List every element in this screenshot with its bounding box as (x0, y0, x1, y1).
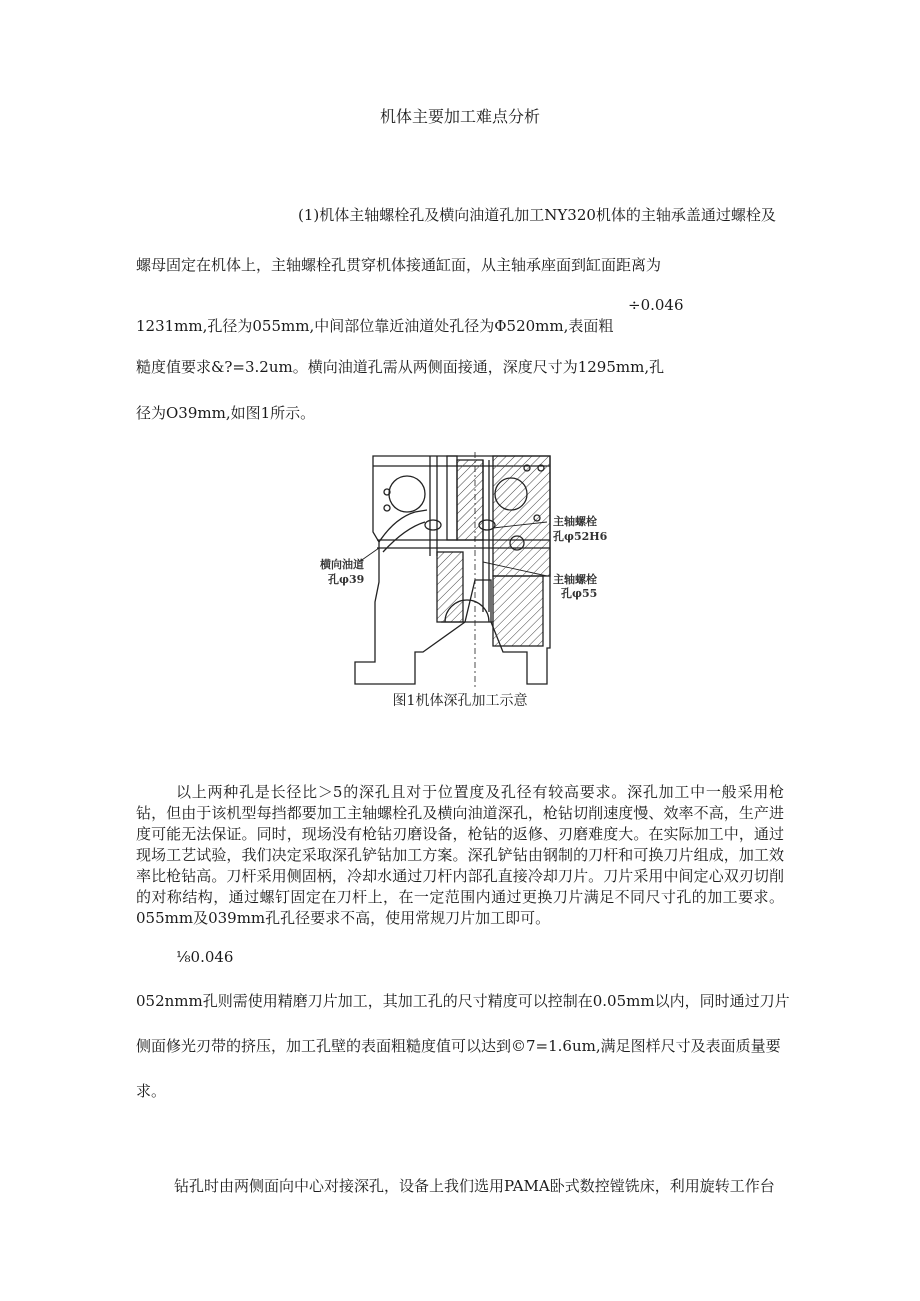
label-bolt-hole-52-a: 主轴螺栓 (553, 515, 597, 528)
section2-line2: 侧面修光刃带的挤压，加工孔壁的表面粗糙度值可以达到©7=1.6um,满足图样尺寸及表面质量要 (136, 1037, 781, 1055)
section1-line4: 糙度值要求&?=3.2um。横向油道孔需从两侧面接通，深度尺寸为1295mm,孔 (136, 358, 665, 376)
section1-line1: (1)机体主轴螺栓孔及横向油道孔加工NY320机体的主轴承盖通过螺栓及 (298, 206, 776, 224)
figure-caption: 图1机体深孔加工示意 (392, 693, 528, 709)
section1-line2: 螺母固定在机体上，主轴螺栓孔贯穿机体接通缸面，从主轴承座面到缸面距离为 (136, 256, 662, 274)
section1-tolerance: ÷0.046 (628, 296, 684, 314)
label-oil-passage-b: 孔φ39 (328, 573, 365, 586)
section1-line3: 1231mm,孔径为055mm,中间部位靠近油道处孔径为Φ520mm,表面粗 (136, 317, 614, 335)
label-bolt-hole-52-b: 孔φ52H6 (553, 530, 608, 543)
section2-paragraph: 以上两种孔是长径比＞5的深孔且对于位置度及孔径有较高要求。深孔加工中一般采用枪钻，但由于该机型每挡都要加工主轴螺栓孔及横向油道深孔，枪钻切削速度慢、效率不高，生产进度可能无法保证。同时，现场没有枪钻刃磨设备，枪钻的返修、刃磨难度大。在实际加工中，通过现场工艺试验，我们决定采取深孔铲钻加工方案。深孔铲钻由钢制的刀杆和可换刀片组成，加工效率比枪钻高。刀杆采用侧固柄，冷却水通过刀杆内部孔直接冷却刀片。刀片采用中间定心双刃切削的对称结构，通过螺钉固定在刀杆上，在一定范围内通过更换刀片满足不同尺寸孔的加工要求。055mm及039mm孔孔径要求不高，使用常规刀片加工即可。 (136, 783, 784, 927)
section3-line1: 钻孔时由两侧面向中心对接深孔，设备上我们选用PAMA卧式数控镗铣床，利用旋转工作台 (174, 1177, 775, 1195)
label-bolt-hole-55-a: 主轴螺栓 (553, 573, 597, 586)
section2-line3: 求。 (136, 1082, 167, 1100)
page-title: 机体主要加工难点分析 (379, 107, 540, 126)
section2-tolerance: ⅛0.046 (176, 948, 234, 966)
section1-line5: 径为O39mm,如图1所示。 (136, 404, 316, 422)
section2-line1: 052nmm孔则需使用精磨刀片加工，其加工孔的尺寸精度可以控制在0.05mm以内，同时通过刀片 (136, 992, 790, 1010)
label-bolt-hole-55-b: 孔φ55 (561, 587, 598, 600)
label-oil-passage-a: 横向油道 (320, 558, 364, 571)
